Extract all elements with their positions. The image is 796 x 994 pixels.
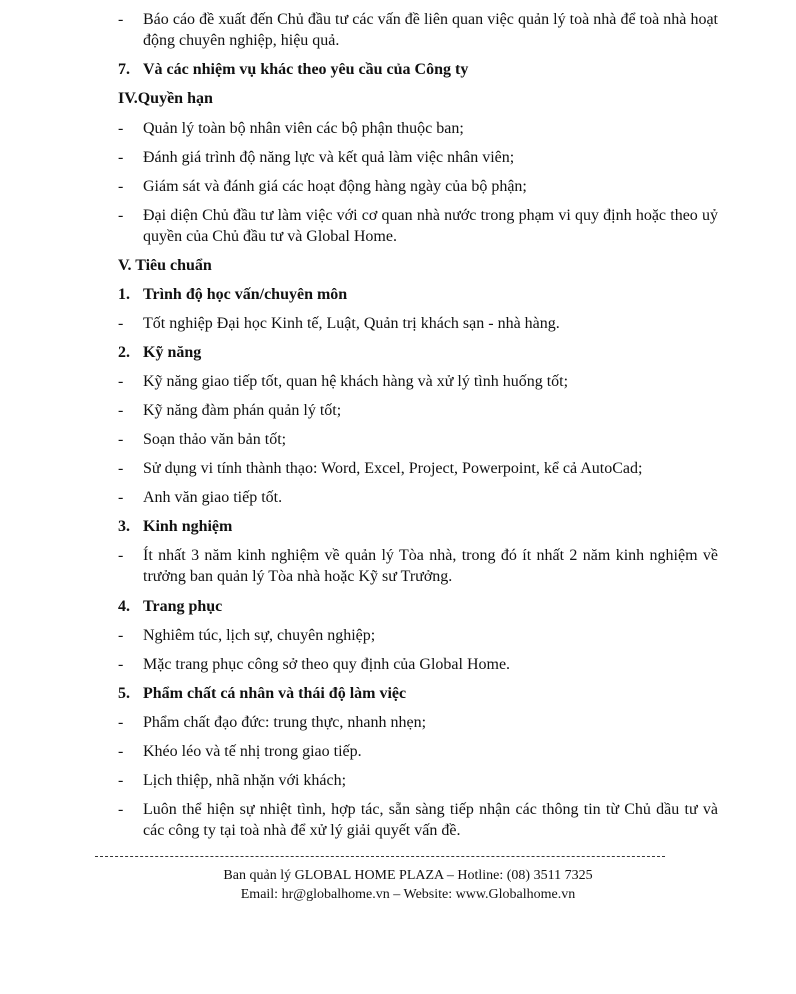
- list-item-text: Phẩm chất đạo đức: trung thực, nhanh nhẹn;: [143, 714, 427, 731]
- list-item-text: Kỹ năng giao tiếp tốt, quan hệ khách hàng và xử lý tình huống tốt;: [143, 373, 569, 390]
- list-item-text: Tốt nghiệp Đại học Kinh tế, Luật, Quản trị khách sạn - nhà hàng.: [143, 315, 560, 332]
- list-item-text: Báo cáo đề xuất đến Chủ đầu tư các vấn đề liên quan việc quản lý toà nhà để toà nhà hoạt động chuyên nghiệp, hiệu quả.: [143, 11, 718, 49]
- heading-number: 2.: [118, 344, 130, 361]
- heading-number: 3.: [118, 518, 130, 535]
- bullet-dash: -: [118, 11, 124, 28]
- heading-title: Trình độ học vấn/chuyên môn: [143, 286, 348, 303]
- list-item-text: Khéo léo và tế nhị trong giao tiếp.: [143, 743, 362, 760]
- footer-web-line: Email: hr@globalhome.vn – Website: www.Globalhome.vn: [240, 887, 576, 902]
- bullet-dash: -: [118, 801, 124, 818]
- list-item-text: Soạn thảo văn bản tốt;: [143, 431, 287, 448]
- list-item-text: Luôn thể hiện sự nhiệt tình, hợp tác, sẵn sàng tiếp nhận các thông tin từ Chủ dầu tư và các công ty tại toà nhà để xử lý giải quyết vấn đề.: [143, 801, 718, 839]
- bullet-dash: -: [118, 120, 124, 137]
- heading-title: Phẩm chất cá nhân và thái độ làm việc: [143, 685, 407, 702]
- heading-number: 4.: [118, 598, 130, 615]
- list-item-text: Anh văn giao tiếp tốt.: [143, 489, 283, 506]
- bullet-dash: -: [118, 627, 124, 644]
- heading-title: Và các nhiệm vụ khác theo yêu cầu của Công ty: [143, 61, 469, 78]
- list-item-text: Quản lý toàn bộ nhân viên các bộ phận thuộc ban;: [143, 120, 464, 137]
- bullet-dash: -: [118, 402, 124, 419]
- bullet-dash: -: [118, 489, 124, 506]
- bullet-dash: -: [118, 547, 124, 564]
- heading-number: 5.: [118, 685, 130, 702]
- list-item-text: Giám sát và đánh giá các hoạt động hàng ngày của bộ phận;: [143, 178, 527, 195]
- bullet-dash: -: [118, 315, 124, 332]
- bullet-dash: -: [118, 743, 124, 760]
- section-heading-v: V. Tiêu chuẩn: [118, 257, 212, 274]
- bullet-dash: -: [118, 460, 124, 477]
- list-item-text: Kỹ năng đàm phán quản lý tốt;: [143, 402, 342, 419]
- list-item-text: Đánh giá trình độ năng lực và kết quả làm việc nhân viên;: [143, 149, 515, 166]
- heading-number: 7.: [118, 61, 130, 78]
- heading-number: 1.: [118, 286, 130, 303]
- bullet-dash: -: [118, 178, 124, 195]
- list-item-text: Sử dụng vi tính thành thạo: Word, Excel, Project, Powerpoint, kể cả AutoCad;: [143, 460, 643, 477]
- bullet-dash: -: [118, 373, 124, 390]
- bullet-dash: -: [118, 431, 124, 448]
- list-item-text: Đại diện Chủ đầu tư làm việc với cơ quan nhà nước trong phạm vi quy định hoặc theo uỷ quyền của Chủ đầu tư và Global Home.: [143, 207, 718, 245]
- footer-divider: [95, 856, 665, 857]
- list-item-text: Mặc trang phục công sở theo quy định của Global Home.: [143, 656, 511, 673]
- bullet-dash: -: [118, 149, 124, 166]
- bullet-dash: -: [118, 656, 124, 673]
- list-item-text: Nghiêm túc, lịch sự, chuyên nghiệp;: [143, 627, 376, 644]
- heading-title: Kinh nghiệm: [143, 518, 233, 535]
- footer-contact-line: Ban quản lý GLOBAL HOME PLAZA – Hotline: (08) 3511 7325: [223, 868, 593, 883]
- bullet-dash: -: [118, 714, 124, 731]
- heading-title: Trang phục: [143, 598, 223, 615]
- section-heading-iv: IV.Quyền hạn: [118, 90, 213, 107]
- bullet-dash: -: [118, 207, 124, 224]
- list-item-text: Ít nhất 3 năm kinh nghiệm về quản lý Tòa nhà, trong đó ít nhất 2 năm kinh nghiệm về trưởng ban quản lý Tòa nhà hoặc Kỹ sư Trưởng.: [143, 547, 718, 585]
- list-item-text: Lịch thiệp, nhã nhặn với khách;: [143, 772, 347, 789]
- bullet-dash: -: [118, 772, 124, 789]
- heading-title: Kỹ năng: [143, 344, 202, 361]
